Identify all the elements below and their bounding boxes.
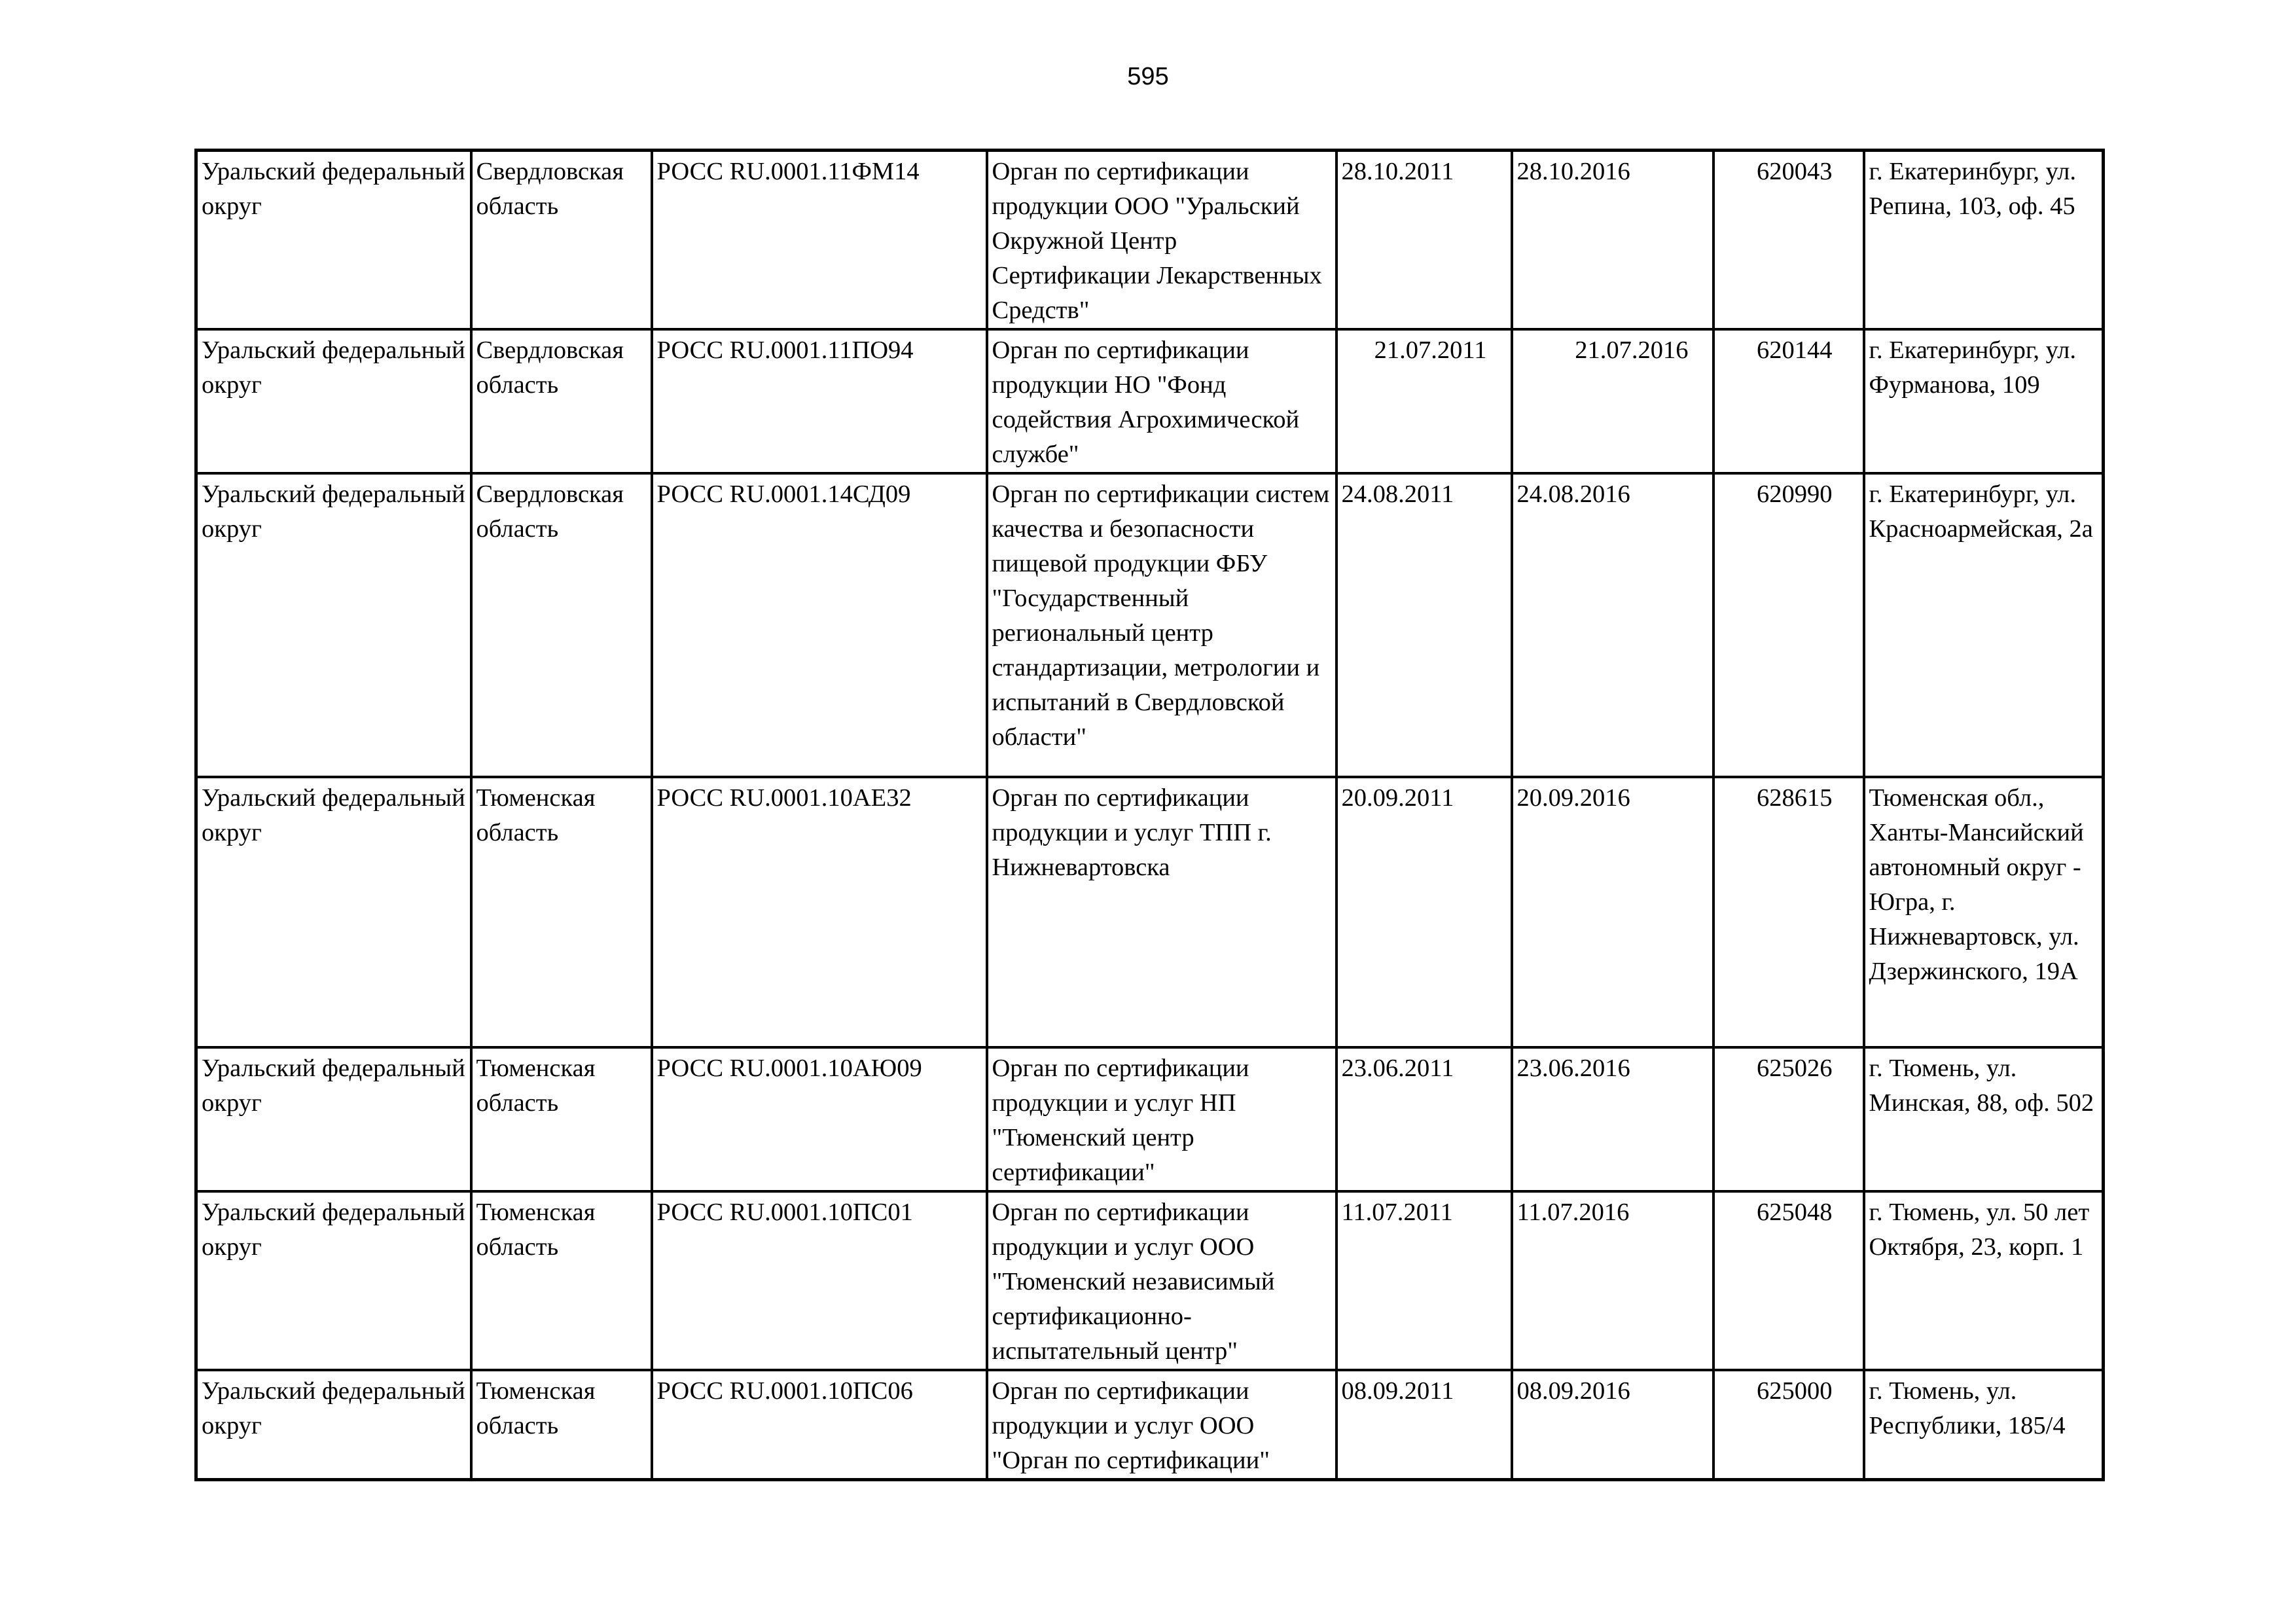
table-row [196,1191,2104,1370]
region-cell: Тюменская область [471,1191,652,1370]
region-cell: Свердловская область [471,329,652,473]
date-from-cell: 28.10.2011 [1336,151,1512,330]
registration-number-cell: РОСС RU.0001.11ПО94 [652,329,987,473]
date-to-cell: 21.07.2016 [1512,329,1713,473]
date-to-cell: 24.08.2016 [1512,473,1713,777]
page-number: 595 [1127,63,1169,90]
address-cell: г. Тюмень, ул. Республики, 185/4 [1864,1370,2104,1480]
date-to-cell: 11.07.2016 [1512,1191,1713,1370]
table-row [196,151,2104,330]
address-cell: г. Екатеринбург, ул. Репина, 103, оф. 45 [1864,151,2104,330]
district-cell: Уральский федеральный округ [196,473,471,777]
certification-body-cell: Орган по сертификации продукции и услуг ТПП г. Нижневартовска [987,777,1336,1047]
table-row [196,1047,2104,1191]
date-from-cell: 11.07.2011 [1336,1191,1512,1370]
registration-number-cell: РОСС RU.0001.10АЮ09 [652,1047,987,1191]
district-cell: Уральский федеральный округ [196,1191,471,1370]
region-cell: Тюменская область [471,1047,652,1191]
region-cell: Тюменская область [471,777,652,1047]
certification-body-cell: Орган по сертификации продукции и услуг НП "Тюменский центр сертификации" [987,1047,1336,1191]
certification-body-cell: Орган по сертификации продукции ООО "Уральский Окружной Центр Сертификации Лекарственных Средств" [987,151,1336,330]
table-row [196,329,2104,473]
certification-body-cell: Орган по сертификации продукции и услуг ООО "Орган по сертификации" [987,1370,1336,1480]
date-to-cell: 08.09.2016 [1512,1370,1713,1480]
registration-number-cell: РОСС RU.0001.14СД09 [652,473,987,777]
address-cell: г. Тюмень, ул. Минская, 88, оф. 502 [1864,1047,2104,1191]
district-cell: Уральский федеральный округ [196,329,471,473]
district-cell: Уральский федеральный округ [196,1047,471,1191]
certification-bodies-table [194,149,2105,1481]
registration-number-cell: РОСС RU.0001.10ПС01 [652,1191,987,1370]
certification-body-cell: Орган по сертификации продукции и услуг ООО "Тюменский независимый сертификационно-испытательный центр" [987,1191,1336,1370]
region-cell: Свердловская область [471,473,652,777]
district-cell: Уральский федеральный округ [196,777,471,1047]
date-to-cell: 20.09.2016 [1512,777,1713,1047]
address-cell: г. Екатеринбург, ул. Красноармейская, 2а [1864,473,2104,777]
certification-body-cell: Орган по сертификации систем качества и безопасности пищевой продукции ФБУ "Государственный региональный центр стандартизации, метрологии и испытаний в Свердловской области" [987,473,1336,777]
region-cell: Тюменская область [471,1370,652,1480]
postcode-cell: 625048 [1713,1191,1864,1370]
registration-number-cell: РОСС RU.0001.11ФМ14 [652,151,987,330]
address-cell: г. Екатеринбург, ул. Фурманова, 109 [1864,329,2104,473]
date-from-cell: 23.06.2011 [1336,1047,1512,1191]
registration-number-cell: РОСС RU.0001.10АЕ32 [652,777,987,1047]
date-to-cell: 28.10.2016 [1512,151,1713,330]
region-cell: Свердловская область [471,151,652,330]
date-to-cell: 23.06.2016 [1512,1047,1713,1191]
postcode-cell: 620043 [1713,151,1864,330]
table-row [196,473,2104,777]
postcode-cell: 620144 [1713,329,1864,473]
district-cell: Уральский федеральный округ [196,1370,471,1480]
address-cell: г. Тюмень, ул. 50 лет Октября, 23, корп. 1 [1864,1191,2104,1370]
postcode-cell: 620990 [1713,473,1864,777]
postcode-cell: 628615 [1713,777,1864,1047]
address-cell: Тюменская обл., Ханты-Мансийский автономный округ - Югра, г. Нижневартовск, ул. Дзержинского, 19А [1864,777,2104,1047]
date-from-cell: 24.08.2011 [1336,473,1512,777]
district-cell: Уральский федеральный округ [196,151,471,330]
table-row [196,777,2104,1047]
certification-body-cell: Орган по сертификации продукции НО "Фонд содействия Агрохимической службе" [987,329,1336,473]
date-from-cell: 08.09.2011 [1336,1370,1512,1480]
table-row [196,1370,2104,1480]
registration-number-cell: РОСС RU.0001.10ПС06 [652,1370,987,1480]
date-from-cell: 21.07.2011 [1336,329,1512,473]
date-from-cell: 20.09.2011 [1336,777,1512,1047]
postcode-cell: 625000 [1713,1370,1864,1480]
postcode-cell: 625026 [1713,1047,1864,1191]
